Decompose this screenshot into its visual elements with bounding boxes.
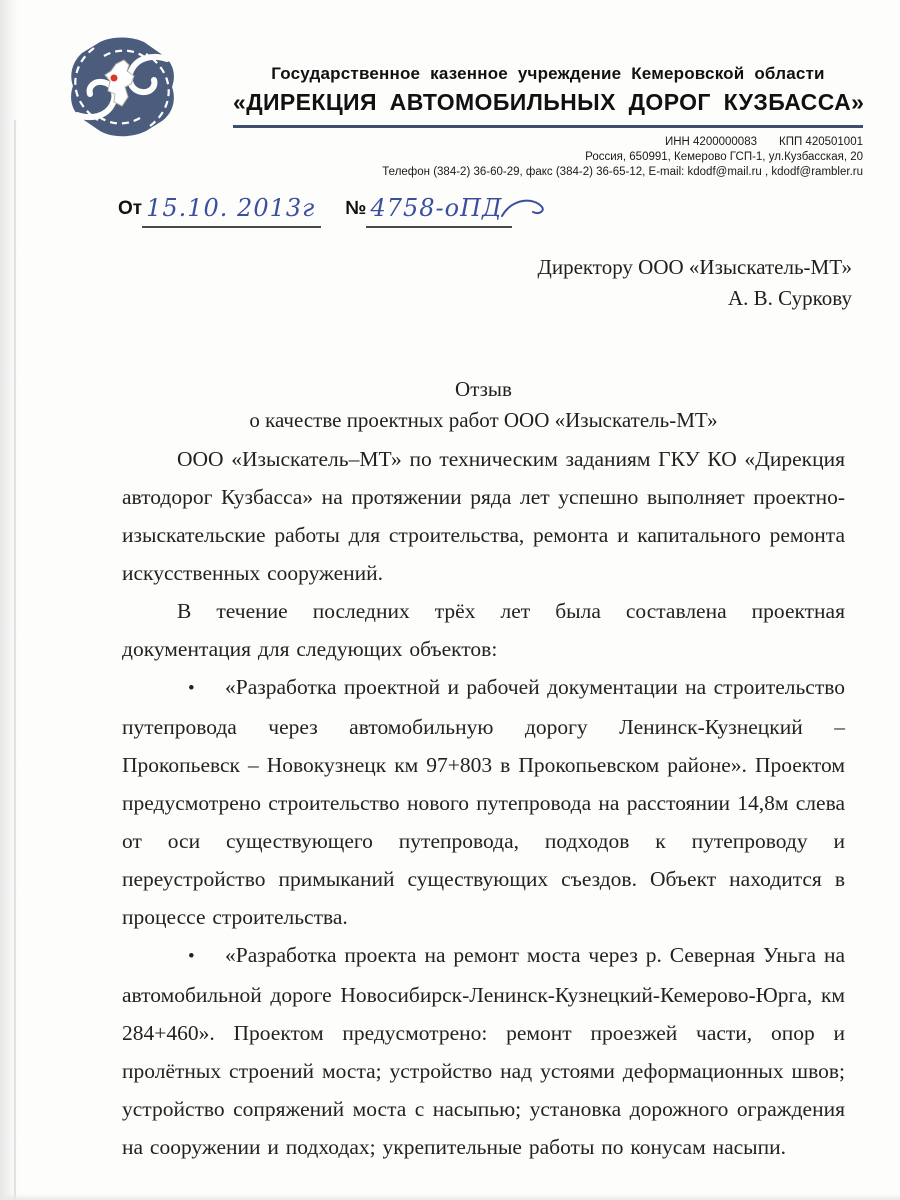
org-name-line2: «ДИРЕКЦИЯ АВТОМОБИЛЬНЫХ ДОРОГ КУЗБАССА»: [233, 89, 865, 115]
letter-body: [122, 440, 845, 1166]
org-name-line1: Государственное казенное учреждение Кемеровской области: [271, 64, 825, 83]
phone-email-line: Телефон (384-2) 36-60-29, факс (384-2) 36-65-12, E-mail: kdodf@mail.ru , kdodf@rambler.ru: [382, 166, 863, 178]
bullet-item-2: [122, 936, 845, 1166]
bullet-text-1: «Разработка проектной и рабочей документации на строительство путепровода через автомобильную дорогу Ленинск-Кузнецкий – Прокопьевск – Новокузнецк км 97+803 в Прокопьевском районе». Проектом предусмотрено строительство нового путепровода на расстоянии 14,8м слева от оси существующего путепровода, подходов к путепроводу и переустройство примыканий существующих съездов. Объект находится в процессе строительства.: [122, 675, 845, 929]
inn-kpp-line: [233, 135, 863, 150]
document-title: [122, 374, 845, 436]
bullet-icon: •: [188, 946, 195, 967]
letterhead: [233, 64, 863, 180]
addressee-line1: Директору ООО «Изыскатель-МТ»: [537, 255, 852, 279]
from-label: От: [118, 198, 143, 219]
bullet-item-1: [122, 668, 845, 936]
scan-edge-line: [14, 120, 16, 1200]
letterhead-divider: [233, 125, 863, 128]
title-line2: о качестве проектных работ ООО «Изыскатель-МТ»: [249, 408, 718, 432]
bullet-icon: •: [188, 678, 195, 699]
reference-row: [118, 184, 512, 228]
bullet-text-2: «Разработка проекта на ремонт моста через р. Северная Уньга на автомобильной дороге Новосибирск-Ленинск-Кузнецкий-Кемерово-Юрга, км 284+460». Проектом предусмотрено: ремонт проезжей части, опор и пролётных строений моста; устройство над устоями деформационных швов; устройство сопряжений моста с насыпью; установка дорожного ограждения на сооружении и подходах; укрепительные работы по конусам насыпи.: [122, 943, 845, 1159]
address-line: Россия, 650991, Кемерово ГСП-1, ул.Кузбасская, 20: [585, 151, 863, 163]
paragraph-1: ООО «Изыскатель–МТ» по техническим заданиям ГКУ КО «Дирекция автодорог Кузбасса» на протяжении ряда лет успешно выполняет проектно-изыскательские работы для строительства, ремонта и капитального ремонта искусственных сооружений.: [122, 447, 845, 585]
kpp-value: КПП 420501001: [779, 136, 863, 148]
title-line1: Отзыв: [455, 377, 512, 401]
handwritten-number: 4758-оПД: [366, 194, 512, 228]
map-dot-icon: [111, 75, 118, 82]
letterhead-contacts: [233, 135, 863, 180]
paragraph-2: В течение последних трёх лет была составлена проектная документация для следующих объектов:: [122, 599, 845, 661]
roads-emblem-icon: [64, 36, 180, 138]
pen-flourish-icon: [500, 196, 546, 222]
scan-edge-bottom: [0, 1194, 900, 1200]
number-sign-label: №: [345, 198, 367, 219]
inn-value: ИНН 4200000083: [664, 136, 757, 148]
addressee-block: [538, 252, 853, 314]
handwritten-date: 15.10. 2013г: [142, 194, 321, 228]
addressee-line2: А. В. Суркову: [728, 286, 852, 310]
kuzbass-roads-logo-icon: [64, 36, 180, 138]
